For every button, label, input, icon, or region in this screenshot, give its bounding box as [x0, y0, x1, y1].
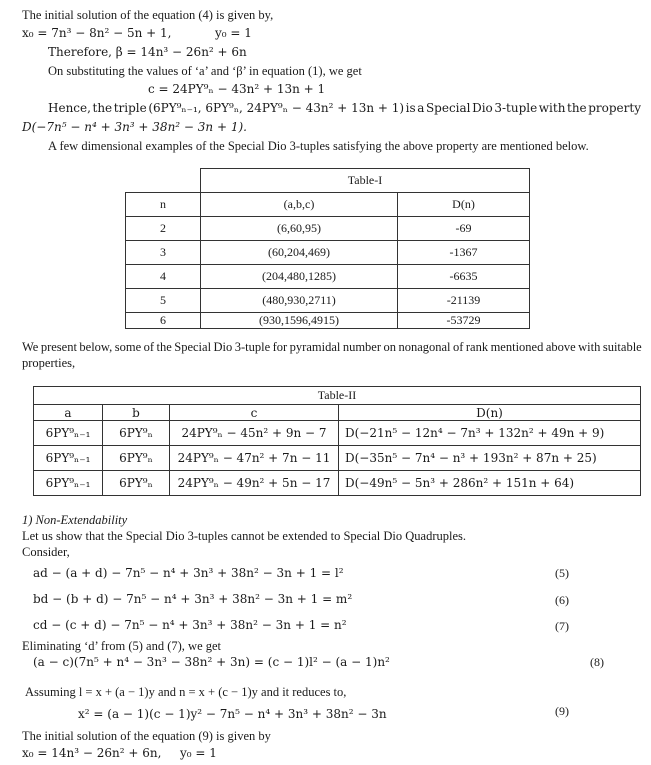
text-consider: Consider, — [22, 545, 70, 559]
table-2-header: b — [103, 405, 170, 421]
word: the — [92, 101, 113, 115]
word: present — [40, 340, 77, 354]
table-row — [34, 446, 641, 471]
equation-5: ad − (a + d) − 7n⁵ − n⁴ + 3n³ + 38n² − 3n + 1 = l² — [33, 566, 344, 580]
word: of — [143, 340, 155, 354]
word: Hence, — [48, 101, 91, 115]
table-1 — [125, 168, 530, 329]
section-heading: 1) Non-Extendability — [22, 513, 128, 527]
word: of — [453, 340, 464, 354]
word: (6PY⁹ₙ₋₁, 6PY⁹ₙ, 24PY⁹ₙ − 43n² + 13n + 1) — [148, 101, 405, 115]
equation-number: (9) — [555, 704, 569, 718]
table-cell: (480,930,2711) — [201, 288, 398, 312]
table-row — [126, 240, 530, 264]
word: below, — [79, 340, 113, 354]
equation-number: (5) — [555, 566, 569, 580]
word: 3-tuple — [234, 340, 271, 354]
word: Special — [174, 340, 212, 354]
word: number — [342, 340, 382, 354]
word: a — [417, 101, 425, 115]
table-1-header: D(n) — [398, 192, 530, 216]
table-2-header: a — [34, 405, 103, 421]
table-cell: D(−49n⁵ − 5n³ + 286n² + 151n + 64) — [339, 471, 641, 496]
table-cell: D(−35n⁵ − 7n⁴ − n³ + 193n² + 87n + 25) — [339, 446, 641, 471]
word: the — [567, 101, 587, 115]
equation-c: c = 24PY⁹ₙ − 43n² + 13n + 1 — [148, 82, 326, 96]
word: Special — [425, 101, 471, 115]
table-2-header: c — [170, 405, 339, 421]
table-row — [34, 471, 641, 496]
table-cell: 2 — [126, 216, 201, 240]
table-row — [126, 288, 530, 312]
table-1-header: n — [126, 192, 201, 216]
word: above — [545, 340, 576, 354]
text-properties: properties, — [22, 356, 76, 370]
table-cell: 3 — [126, 240, 201, 264]
table-cell: 6PY⁹ₙ — [103, 421, 170, 446]
text-assuming: Assuming l = x + (a − 1)y and n = x + (c − 1)y and it reduces to, — [25, 685, 347, 699]
equation-number: (7) — [555, 619, 569, 633]
table-cell: -1367 — [398, 240, 530, 264]
table-cell: (930,1596,4915) — [201, 312, 398, 328]
equation-property: D(−7n⁵ − n⁴ + 3n³ + 38n² − 3n + 1). — [22, 120, 247, 134]
text-eliminating: Eliminating ‘d’ from (5) and (7), we get — [22, 639, 222, 653]
table-2 — [33, 386, 641, 496]
table-row — [126, 216, 530, 240]
table-cell: 6PY⁹ₙ — [103, 446, 170, 471]
text-substituting: On substituting the values of ‘a’ and ‘β’ in equation (1), we get — [48, 64, 362, 78]
table-cell: -53729 — [398, 312, 530, 328]
table-cell: 6PY⁹ₙ₋₁ — [34, 421, 103, 446]
equation-number: (8) — [590, 655, 604, 669]
text-let-us: Let us show that the Special Dio 3-tuples cannot be extended to Special Dio Quadruples. — [22, 529, 466, 543]
equation-number: (6) — [555, 593, 569, 607]
table-cell: -6635 — [398, 264, 530, 288]
word: mentioned — [490, 340, 544, 354]
word: We — [22, 340, 39, 354]
table-1-title: Table-I — [201, 169, 530, 193]
equation-8: (a − c)(7n⁵ + n⁴ − 3n³ − 38n² + 3n) = (c − 1)l² − (a − 1)n² — [33, 655, 390, 669]
table-cell: 5 — [126, 288, 201, 312]
table-row — [126, 264, 530, 288]
table-cell: 6PY⁹ₙ₋₁ — [34, 471, 103, 496]
text-initial-9: The initial solution of the equation (9) is given by — [22, 729, 271, 743]
table-cell: (204,480,1285) — [201, 264, 398, 288]
word: Dio — [213, 340, 233, 354]
table-2-header: D(n) — [339, 405, 641, 421]
table-cell: 6PY⁹ₙ — [103, 471, 170, 496]
word: on — [383, 340, 396, 354]
equation-6: bd − (b + d) − 7n⁵ − n⁴ + 3n³ + 38n² − 3n + 1 = m² — [33, 592, 353, 606]
table-cell: 6 — [126, 312, 201, 328]
table-cell: -21139 — [398, 288, 530, 312]
equation-x0: x₀ = 7n³ − 8n² − 5n + 1, — [22, 26, 172, 40]
text-hence-line — [48, 101, 641, 116]
table-1-header: (a,b,c) — [201, 192, 398, 216]
word: Dio — [472, 101, 493, 115]
table-2-title: Table-II — [34, 387, 641, 405]
equation-7: cd − (c + d) − 7n⁵ − n⁴ + 3n³ + 38n² − 3n + 1 = n² — [33, 618, 347, 632]
text-few-examples: A few dimensional examples of the Special Dio 3-tuples satisfying the above property are mentioned below. — [48, 139, 589, 153]
table-cell: 4 — [126, 264, 201, 288]
table-cell: -69 — [398, 216, 530, 240]
word: suitable — [602, 340, 642, 354]
equation-9: x² = (a − 1)(c − 1)y² − 7n⁵ − n⁴ + 3n³ + 38n² − 3n — [78, 707, 387, 721]
table-row — [34, 421, 641, 446]
word: some — [114, 340, 142, 354]
table-cell: 24PY⁹ₙ − 49n² + 5n − 17 — [170, 471, 339, 496]
equation-beta: Therefore, β = 14n³ − 26n² + 6n — [48, 45, 247, 59]
word: triple — [113, 101, 147, 115]
text-intro: The initial solution of the equation (4) is given by, — [22, 8, 274, 22]
table-cell: D(−21n⁵ − 12n⁴ − 7n³ + 132n² + 49n + 9) — [339, 421, 641, 446]
word: with — [578, 340, 601, 354]
table-row — [126, 312, 530, 328]
table-cell: 24PY⁹ₙ − 47n² + 7n − 11 — [170, 446, 339, 471]
text-present-line — [22, 340, 642, 355]
word: with — [538, 101, 566, 115]
table-cell: (6,60,95) — [201, 216, 398, 240]
word: 3-tuple — [494, 101, 538, 115]
table-cell: 6PY⁹ₙ₋₁ — [34, 446, 103, 471]
equation-x0-9: x₀ = 14n³ − 26n² + 6n, — [22, 746, 162, 760]
word: for — [272, 340, 288, 354]
table-cell: (60,204,469) — [201, 240, 398, 264]
word: rank — [465, 340, 489, 354]
equation-y0: y₀ = 1 — [215, 26, 252, 40]
word: the — [156, 340, 172, 354]
equation-y0-9: y₀ = 1 — [180, 746, 217, 760]
word: pyramidal — [289, 340, 341, 354]
word: nonagonal — [398, 340, 451, 354]
word: is — [405, 101, 416, 115]
word: property — [588, 101, 641, 115]
table-cell: 24PY⁹ₙ − 45n² + 9n − 7 — [170, 421, 339, 446]
